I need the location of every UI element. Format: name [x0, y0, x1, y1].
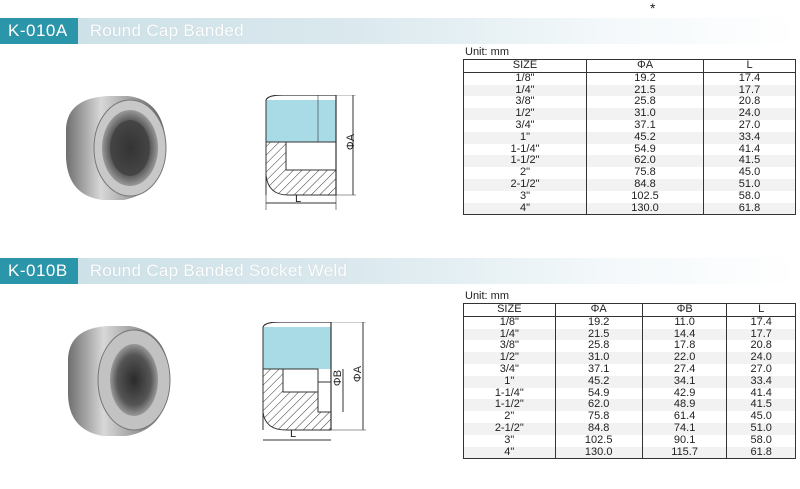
column-header: SIZE: [464, 60, 587, 73]
table-cell: 74.1: [642, 423, 727, 435]
table-cell: 25.8: [555, 340, 642, 352]
table-cell: 27.4: [642, 364, 727, 376]
table-cell: 24.0: [727, 352, 796, 364]
round-cap-drawing: [258, 95, 368, 215]
table-cell: 58.0: [727, 435, 796, 447]
dim-a-label: ΦA: [345, 133, 358, 151]
unit-label: Unit: mm: [465, 46, 509, 58]
table-cell: 1": [464, 132, 587, 144]
table-row: [464, 132, 796, 144]
section-b-title: Round Cap Banded Socket Weld: [89, 261, 348, 280]
table-cell: 75.8: [555, 411, 642, 423]
table-row: [464, 191, 796, 203]
table-cell: 25.8: [586, 96, 703, 108]
table-cell: 41.4: [704, 144, 796, 156]
table-cell: 90.1: [642, 435, 727, 447]
table-cell: 1/4": [464, 329, 556, 341]
table-cell: 31.0: [555, 352, 642, 364]
section-a-code: K-010A: [0, 18, 78, 44]
table-row: [464, 72, 796, 84]
table-cell: 3/4": [464, 364, 556, 376]
table-cell: 4": [464, 447, 556, 459]
table-row: [464, 423, 796, 435]
unit-label: Unit: mm: [465, 290, 509, 302]
table-cell: 1-1/2": [464, 399, 556, 411]
table-cell: 31.0: [586, 108, 703, 120]
table-cell: 102.5: [586, 191, 703, 203]
table-cell: 11.0: [642, 316, 727, 328]
table-cell: 37.1: [586, 120, 703, 132]
asterisk-mark: *: [650, 0, 656, 16]
table-cell: 115.7: [642, 447, 727, 459]
socket-weld-cap-photo: [58, 318, 178, 443]
table-cell: 27.0: [704, 120, 796, 132]
size-table-b: [463, 303, 796, 459]
table-row: [464, 316, 796, 328]
table-cell: 24.0: [704, 108, 796, 120]
table-cell: 48.9: [642, 399, 727, 411]
table-cell: 17.8: [642, 340, 727, 352]
table-cell: 41.5: [727, 399, 796, 411]
table-cell: 4": [464, 203, 587, 215]
table-cell: 84.8: [586, 179, 703, 191]
table-cell: 51.0: [727, 423, 796, 435]
table-cell: 1/4": [464, 85, 587, 97]
table-cell: 27.0: [727, 364, 796, 376]
table-cell: 45.0: [727, 411, 796, 423]
column-header: ΦA: [586, 60, 703, 73]
dim-a-label-b: ΦA: [352, 365, 365, 383]
column-header: SIZE: [464, 304, 556, 317]
table-cell: 102.5: [555, 435, 642, 447]
table-cell: 130.0: [586, 203, 703, 215]
table-cell: 33.4: [704, 132, 796, 144]
table-row: [464, 203, 796, 215]
table-row: [464, 120, 796, 132]
table-cell: 41.4: [727, 388, 796, 400]
table-cell: 45.2: [555, 376, 642, 388]
table-cell: 1-1/4": [464, 144, 587, 156]
table-cell: 2-1/2": [464, 179, 587, 191]
table-cell: 22.0: [642, 352, 727, 364]
table-cell: 1/2": [464, 108, 587, 120]
table-cell: 19.2: [555, 316, 642, 328]
table-cell: 45.0: [704, 167, 796, 179]
column-header: ΦB: [642, 304, 727, 317]
table-cell: 3/8": [464, 96, 587, 108]
table-cell: 3/4": [464, 120, 587, 132]
table-cell: 21.5: [555, 329, 642, 341]
dim-l-label: L: [295, 193, 302, 205]
table-cell: 51.0: [704, 179, 796, 191]
table-cell: 61.8: [704, 203, 796, 215]
table-cell: 1/8": [464, 316, 556, 328]
table-cell: 34.1: [642, 376, 727, 388]
table-cell: 1-1/2": [464, 155, 587, 167]
table-cell: 17.4: [704, 72, 796, 84]
table-cell: 33.4: [727, 376, 796, 388]
table-cell: 1/8": [464, 72, 587, 84]
table-cell: 61.8: [727, 447, 796, 459]
table-cell: 75.8: [586, 167, 703, 179]
table-cell: 1": [464, 376, 556, 388]
table-cell: 2": [464, 167, 587, 179]
column-header: ΦA: [555, 304, 642, 317]
section-a-title: Round Cap Banded: [89, 21, 244, 40]
table-cell: 1-1/4": [464, 388, 556, 400]
table-cell: 2": [464, 411, 556, 423]
dim-b-label: ΦB: [332, 369, 345, 387]
table-cell: 62.0: [586, 155, 703, 167]
table-row: [464, 179, 796, 191]
table-cell: 17.7: [704, 85, 796, 97]
section-b-banner: [0, 258, 800, 284]
table-cell: 54.9: [586, 144, 703, 156]
table-header-row: [464, 304, 796, 317]
table-cell: 42.9: [642, 388, 727, 400]
table-cell: 58.0: [704, 191, 796, 203]
column-header: L: [704, 60, 796, 73]
table-cell: 45.2: [586, 132, 703, 144]
size-table-a: [463, 59, 796, 215]
section-a-banner: [0, 18, 800, 44]
table-cell: 41.5: [704, 155, 796, 167]
table-row: [464, 447, 796, 459]
table-row: [464, 376, 796, 388]
table-cell: 20.8: [704, 96, 796, 108]
column-header: L: [727, 304, 796, 317]
table-cell: 1/2": [464, 352, 556, 364]
table-header-row: [464, 60, 796, 73]
section-b-code: K-010B: [0, 258, 78, 284]
table-cell: 17.7: [727, 329, 796, 341]
table-cell: 61.4: [642, 411, 727, 423]
table-cell: 2-1/2": [464, 423, 556, 435]
round-cap-photo: [58, 88, 173, 208]
table-cell: 3": [464, 191, 587, 203]
table-cell: 84.8: [555, 423, 642, 435]
table-cell: 54.9: [555, 388, 642, 400]
table-cell: 19.2: [586, 72, 703, 84]
dim-l-label-b: L: [290, 428, 297, 440]
table-cell: 17.4: [727, 316, 796, 328]
table-cell: 130.0: [555, 447, 642, 459]
table-cell: 37.1: [555, 364, 642, 376]
table-row: [464, 364, 796, 376]
table-cell: 3": [464, 435, 556, 447]
socket-weld-cap-drawing: [258, 322, 378, 447]
table-cell: 3/8": [464, 340, 556, 352]
table-cell: 20.8: [727, 340, 796, 352]
table-cell: 21.5: [586, 85, 703, 97]
table-cell: 14.4: [642, 329, 727, 341]
table-row: [464, 435, 796, 447]
table-cell: 62.0: [555, 399, 642, 411]
